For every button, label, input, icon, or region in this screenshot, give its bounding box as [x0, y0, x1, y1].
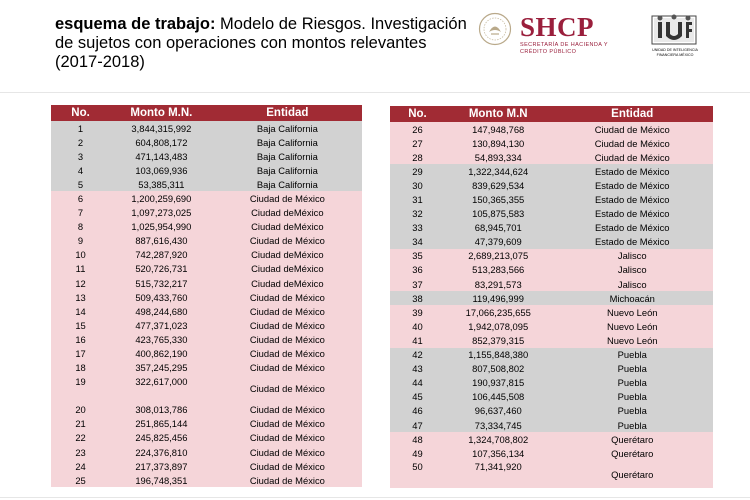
cell-entidad: Estado de México [551, 235, 713, 249]
cell-monto: 839,629,534 [445, 178, 552, 192]
cell-entidad: Puebla [551, 390, 713, 404]
cell-monto: 513,283,566 [445, 263, 552, 277]
cell-no: 6 [51, 191, 110, 205]
cell-entidad: Estado de México [551, 192, 713, 206]
cell-entidad: Puebla [551, 376, 713, 390]
cell-entidad: Ciudad de México [213, 417, 362, 431]
cell-entidad: Querétaro [551, 432, 713, 446]
shcp-subtitle: SECRETARÍA DE HACIENDA Y CRÉDITO PÚBLICO [520, 42, 608, 55]
cell-entidad: Ciudad de México [213, 473, 362, 487]
cell-no: 5 [51, 177, 110, 191]
cell-no: 30 [390, 178, 445, 192]
cell-no: 32 [390, 207, 445, 221]
table-row [390, 305, 713, 319]
cell-no: 48 [390, 432, 445, 446]
cell-entidad: Puebla [551, 404, 713, 418]
cell-monto: 47,379,609 [445, 235, 552, 249]
cell-monto: 245,825,456 [110, 431, 213, 445]
cell-no: 20 [51, 403, 110, 417]
cell-monto: 322,617,000 [110, 375, 213, 403]
cell-no: 13 [51, 290, 110, 304]
cell-entidad: Ciudad de México [213, 431, 362, 445]
cell-no: 24 [51, 459, 110, 473]
cell-monto: 1,200,259,690 [110, 191, 213, 205]
left-header-monto: Monto M.N. [110, 105, 213, 121]
cell-monto: 357,245,295 [110, 361, 213, 375]
cell-no: 2 [51, 135, 110, 149]
cell-monto: 477,371,023 [110, 318, 213, 332]
cell-entidad: Michoacán [551, 291, 713, 305]
table-row [390, 418, 713, 432]
cell-monto: 251,865,144 [110, 417, 213, 431]
table-row [51, 220, 362, 234]
cell-monto: 2,689,213,075 [445, 249, 552, 263]
cell-entidad: Baja California [213, 163, 362, 177]
cell-no: 19 [51, 375, 110, 403]
cell-entidad: Ciudad deMéxico [213, 206, 362, 220]
table-row [51, 431, 362, 445]
cell-monto: 742,287,920 [110, 248, 213, 262]
right-header-entidad: Entidad [551, 106, 713, 122]
cell-entidad: Ciudad de México [213, 375, 362, 403]
table-row [51, 361, 362, 375]
cell-entidad: Ciudad deMéxico [213, 248, 362, 262]
header-divider [0, 92, 750, 93]
cell-no: 40 [390, 319, 445, 333]
cell-monto: 887,616,430 [110, 234, 213, 248]
uif-emblem-icon [646, 12, 702, 48]
cell-no: 31 [390, 192, 445, 206]
cell-no: 47 [390, 418, 445, 432]
cell-entidad: Ciudad de México [213, 304, 362, 318]
cell-no: 39 [390, 305, 445, 319]
cell-no: 8 [51, 220, 110, 234]
table-row [51, 177, 362, 191]
cell-no: 29 [390, 164, 445, 178]
cell-no: 44 [390, 376, 445, 390]
right-table-header [390, 106, 713, 122]
national-seal-icon [478, 12, 512, 46]
table-row [390, 150, 713, 164]
cell-monto: 400,862,190 [110, 347, 213, 361]
cell-monto: 83,291,573 [445, 277, 552, 291]
cell-no: 11 [51, 262, 110, 276]
cell-monto: 106,445,508 [445, 390, 552, 404]
table-row [51, 248, 362, 262]
table-row [390, 446, 713, 460]
right-table [390, 106, 713, 488]
cell-no: 12 [51, 276, 110, 290]
right-header-no: No. [390, 106, 445, 122]
cell-entidad: Baja California [213, 177, 362, 191]
table-row [51, 304, 362, 318]
cell-no: 1 [51, 121, 110, 135]
cell-entidad: Ciudad de México [551, 150, 713, 164]
cell-no: 28 [390, 150, 445, 164]
right-header-monto: Monto M.N [445, 106, 552, 122]
cell-entidad: Ciudad de México [213, 318, 362, 332]
cell-no: 23 [51, 445, 110, 459]
uif-logo [646, 12, 702, 62]
cell-entidad: Estado de México [551, 164, 713, 178]
cell-no: 22 [51, 431, 110, 445]
cell-no: 9 [51, 234, 110, 248]
cell-entidad: Ciudad de México [551, 122, 713, 136]
cell-no: 21 [51, 417, 110, 431]
table-row [51, 459, 362, 473]
table-row [51, 262, 362, 276]
cell-entidad: Ciudad de México [213, 332, 362, 346]
table-row [390, 376, 713, 390]
cell-no: 34 [390, 235, 445, 249]
table-row [390, 404, 713, 418]
cell-no: 3 [51, 149, 110, 163]
table-row [51, 375, 362, 403]
cell-entidad: Puebla [551, 362, 713, 376]
cell-no: 15 [51, 318, 110, 332]
cell-no: 46 [390, 404, 445, 418]
cell-no: 35 [390, 249, 445, 263]
cell-monto: 498,244,680 [110, 304, 213, 318]
cell-entidad: Ciudad de México [213, 459, 362, 473]
table-row [51, 347, 362, 361]
table-row [390, 178, 713, 192]
cell-monto: 1,025,954,990 [110, 220, 213, 234]
table-row [51, 318, 362, 332]
table-row [390, 432, 713, 446]
shcp-wordmark: SHCP [520, 12, 595, 42]
cell-monto: 196,748,351 [110, 473, 213, 487]
cell-no: 25 [51, 473, 110, 487]
cell-entidad: Ciudad de México [551, 136, 713, 150]
table-row [390, 277, 713, 291]
cell-entidad: Ciudad de México [213, 361, 362, 375]
cell-no: 27 [390, 136, 445, 150]
left-table-body [51, 121, 362, 487]
cell-monto: 807,508,802 [445, 362, 552, 376]
cell-monto: 71,341,920 [445, 460, 552, 488]
table-row [51, 149, 362, 163]
table-row [51, 417, 362, 431]
cell-entidad: Nuevo León [551, 305, 713, 319]
cell-no: 50 [390, 460, 445, 488]
cell-entidad: Ciudad deMéxico [213, 276, 362, 290]
table-row [51, 191, 362, 205]
cell-entidad: Ciudad de México [213, 290, 362, 304]
cell-no: 26 [390, 122, 445, 136]
cell-monto: 852,379,315 [445, 333, 552, 347]
table-row [390, 235, 713, 249]
cell-no: 45 [390, 390, 445, 404]
cell-entidad: Puebla [551, 418, 713, 432]
table-row [390, 333, 713, 347]
cell-no: 7 [51, 206, 110, 220]
cell-monto: 147,948,768 [445, 122, 552, 136]
table-row [390, 122, 713, 136]
cell-entidad: Jalisco [551, 263, 713, 277]
cell-entidad: Baja California [213, 135, 362, 149]
cell-entidad: Estado de México [551, 221, 713, 235]
table-row [390, 263, 713, 277]
table-row [390, 249, 713, 263]
table-row [51, 332, 362, 346]
cell-entidad: Ciudad de México [213, 234, 362, 248]
cell-monto: 130,894,130 [445, 136, 552, 150]
table-row [390, 207, 713, 221]
table-row [51, 473, 362, 487]
cell-monto: 68,945,701 [445, 221, 552, 235]
cell-entidad: Puebla [551, 348, 713, 362]
cell-monto: 515,732,217 [110, 276, 213, 290]
cell-no: 43 [390, 362, 445, 376]
cell-monto: 119,496,999 [445, 291, 552, 305]
cell-monto: 1,324,708,802 [445, 432, 552, 446]
table-row [390, 291, 713, 305]
table-row [390, 319, 713, 333]
table-row [51, 163, 362, 177]
page-title [55, 15, 475, 72]
cell-monto: 509,433,760 [110, 290, 213, 304]
table-row [51, 445, 362, 459]
table-row [390, 192, 713, 206]
cell-monto: 217,373,897 [110, 459, 213, 473]
cell-entidad: Nuevo León [551, 319, 713, 333]
table-row [390, 164, 713, 178]
cell-monto: 107,356,134 [445, 446, 552, 460]
cell-monto: 150,365,355 [445, 192, 552, 206]
cell-entidad: Ciudad de México [213, 445, 362, 459]
table-row [390, 390, 713, 404]
cell-no: 14 [51, 304, 110, 318]
shcp-logo [478, 12, 628, 62]
cell-no: 17 [51, 347, 110, 361]
cell-no: 38 [390, 291, 445, 305]
cell-entidad: Baja California [213, 149, 362, 163]
cell-no: 16 [51, 332, 110, 346]
right-table-body [390, 122, 713, 488]
table-row [51, 290, 362, 304]
table-row [51, 276, 362, 290]
cell-entidad: Nuevo León [551, 333, 713, 347]
cell-monto: 1,097,273,025 [110, 206, 213, 220]
cell-entidad: Querétaro [551, 460, 713, 488]
footer-divider [0, 497, 750, 498]
cell-no: 4 [51, 163, 110, 177]
cell-monto: 1,942,078,095 [445, 319, 552, 333]
title-text: Modelo de Riesgos. Investigación de sujetos con operaciones con montos relevantes (2017-2018) [55, 15, 467, 71]
cell-monto: 308,013,786 [110, 403, 213, 417]
table-row [51, 135, 362, 149]
cell-no: 18 [51, 361, 110, 375]
cell-monto: 423,765,330 [110, 332, 213, 346]
table-row [390, 362, 713, 376]
cell-entidad: Ciudad deMéxico [213, 220, 362, 234]
cell-entidad: Jalisco [551, 277, 713, 291]
cell-no: 41 [390, 333, 445, 347]
cell-entidad: Baja California [213, 121, 362, 135]
cell-entidad: Estado de México [551, 207, 713, 221]
table-row [390, 136, 713, 150]
cell-monto: 17,066,235,655 [445, 305, 552, 319]
cell-entidad: Ciudad deMéxico [213, 262, 362, 276]
cell-monto: 1,155,848,380 [445, 348, 552, 362]
cell-no: 49 [390, 446, 445, 460]
cell-monto: 190,937,815 [445, 376, 552, 390]
cell-entidad: Querétaro [551, 446, 713, 460]
table-row [51, 121, 362, 135]
title-bold: esquema de trabajo: [55, 15, 216, 33]
cell-monto: 520,726,731 [110, 262, 213, 276]
cell-entidad: Estado de México [551, 178, 713, 192]
cell-no: 37 [390, 277, 445, 291]
cell-no: 36 [390, 263, 445, 277]
cell-monto: 73,334,745 [445, 418, 552, 432]
cell-monto: 224,376,810 [110, 445, 213, 459]
cell-entidad: Jalisco [551, 249, 713, 263]
cell-no: 33 [390, 221, 445, 235]
cell-monto: 54,893,334 [445, 150, 552, 164]
cell-monto: 105,875,583 [445, 207, 552, 221]
table-row [51, 206, 362, 220]
left-header-entidad: Entidad [213, 105, 362, 121]
table-row [390, 460, 713, 488]
cell-monto: 1,322,344,624 [445, 164, 552, 178]
table-row [390, 348, 713, 362]
table-row [51, 403, 362, 417]
cell-monto: 53,385,311 [110, 177, 213, 191]
cell-entidad: Ciudad de México [213, 191, 362, 205]
table-row [390, 221, 713, 235]
cell-monto: 471,143,483 [110, 149, 213, 163]
cell-entidad: Ciudad de México [213, 403, 362, 417]
table-row [51, 234, 362, 248]
left-table-header [51, 105, 362, 121]
left-header-no: No. [51, 105, 110, 121]
cell-monto: 604,808,172 [110, 135, 213, 149]
cell-no: 42 [390, 348, 445, 362]
cell-monto: 3,844,315,992 [110, 121, 213, 135]
cell-monto: 96,637,460 [445, 404, 552, 418]
left-table [51, 105, 362, 487]
cell-entidad: Ciudad de México [213, 347, 362, 361]
cell-monto: 103,069,936 [110, 163, 213, 177]
uif-subtitle: UNIDAD DE INTELIGENCIA FINANCIERA MÉXICO [652, 48, 698, 57]
cell-no: 10 [51, 248, 110, 262]
